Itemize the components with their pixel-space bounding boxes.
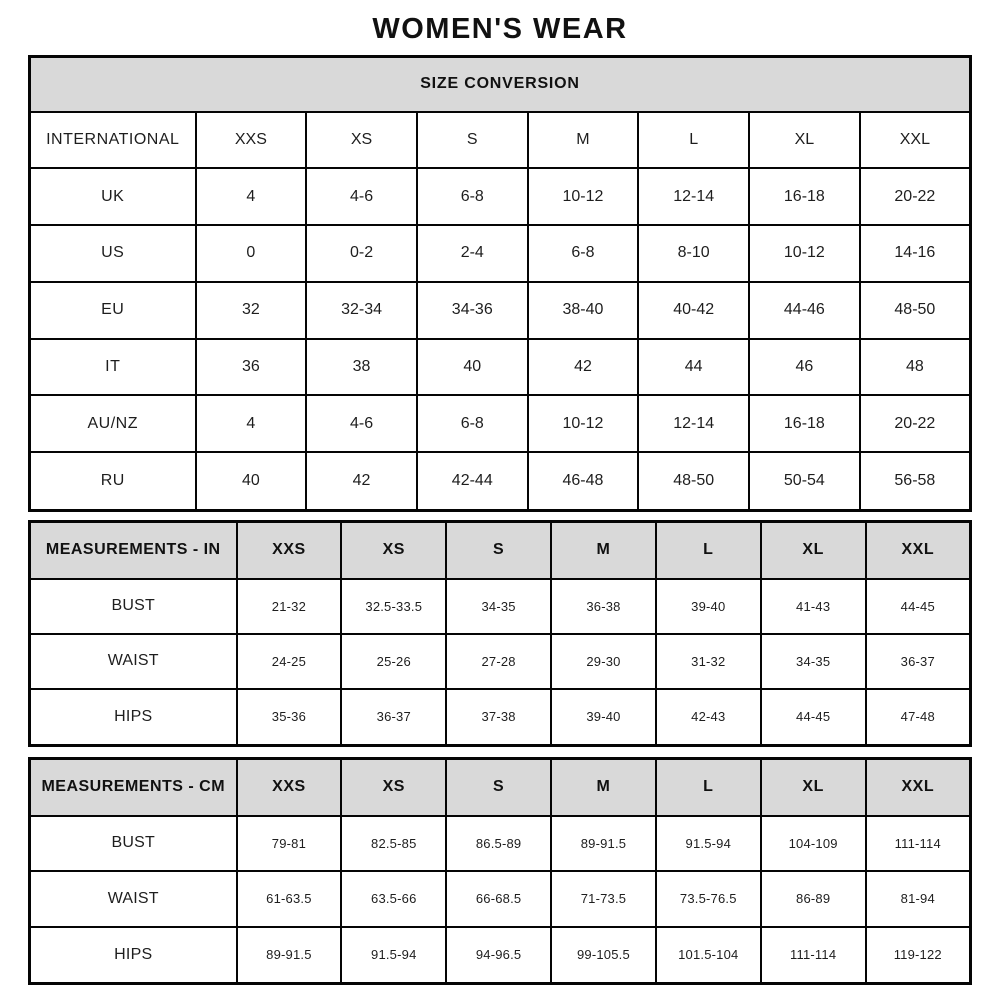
size-value-cell: 38 <box>306 339 417 396</box>
table-row-bust <box>30 816 971 872</box>
table-row-eu <box>30 282 971 339</box>
size-value-cell: 44-46 <box>749 282 860 339</box>
table-row-bust <box>30 579 971 634</box>
size-value-cell: 12-14 <box>638 168 749 225</box>
row-label: WAIST <box>30 871 237 927</box>
row-label: HIPS <box>30 689 237 746</box>
measurement-value-cell: 99-105.5 <box>551 927 656 984</box>
row-label: US <box>30 225 196 282</box>
size-value-cell: 6-8 <box>528 225 639 282</box>
table-header-row <box>30 522 971 579</box>
size-value-cell: 0 <box>196 225 307 282</box>
measurement-value-cell: 81-94 <box>866 871 971 927</box>
size-value-cell: 6-8 <box>417 168 528 225</box>
column-header: S <box>446 759 551 816</box>
size-value-cell: 10-12 <box>749 225 860 282</box>
column-header: XXS <box>237 522 342 579</box>
measurement-value-cell: 27-28 <box>446 634 551 689</box>
size-value-cell: 2-4 <box>417 225 528 282</box>
size-value-cell: 40 <box>196 452 307 510</box>
column-header: XS <box>341 759 446 816</box>
row-label: HIPS <box>30 927 237 984</box>
column-header: M <box>551 759 656 816</box>
table-row-aunz <box>30 395 971 452</box>
measurement-value-cell: 89-91.5 <box>237 927 342 984</box>
column-header: L <box>656 759 761 816</box>
size-value-cell: 10-12 <box>528 395 639 452</box>
measurement-value-cell: 89-91.5 <box>551 816 656 872</box>
size-value-cell: 20-22 <box>860 168 971 225</box>
size-value-cell: 12-14 <box>638 395 749 452</box>
size-value-cell: 44 <box>638 339 749 396</box>
size-value-cell: 36 <box>196 339 307 396</box>
size-value-cell: XS <box>306 112 417 169</box>
size-value-cell: 20-22 <box>860 395 971 452</box>
measurement-value-cell: 44-45 <box>761 689 866 746</box>
table-header-row <box>30 57 971 112</box>
size-value-cell: 40-42 <box>638 282 749 339</box>
size-value-cell: 46 <box>749 339 860 396</box>
measurement-value-cell: 91.5-94 <box>656 816 761 872</box>
row-label: UK <box>30 168 196 225</box>
size-value-cell: 42-44 <box>417 452 528 510</box>
measurement-value-cell: 36-38 <box>551 579 656 634</box>
size-value-cell: 32 <box>196 282 307 339</box>
measurement-value-cell: 32.5-33.5 <box>341 579 446 634</box>
column-header: XXL <box>866 522 971 579</box>
size-value-cell: 8-10 <box>638 225 749 282</box>
table-header-row <box>30 759 971 816</box>
size-value-cell: 4-6 <box>306 168 417 225</box>
size-value-cell: 42 <box>528 339 639 396</box>
measurement-value-cell: 42-43 <box>656 689 761 746</box>
table-row-ru <box>30 452 971 510</box>
measurement-value-cell: 119-122 <box>866 927 971 984</box>
size-value-cell: 0-2 <box>306 225 417 282</box>
measurement-value-cell: 63.5-66 <box>341 871 446 927</box>
row-label: EU <box>30 282 196 339</box>
size-value-cell: 4 <box>196 168 307 225</box>
measurement-value-cell: 24-25 <box>237 634 342 689</box>
measurement-value-cell: 34-35 <box>761 634 866 689</box>
table-row-international <box>30 112 971 169</box>
measurement-value-cell: 44-45 <box>866 579 971 634</box>
measurement-value-cell: 39-40 <box>551 689 656 746</box>
column-header: M <box>551 522 656 579</box>
size-value-cell: 38-40 <box>528 282 639 339</box>
measurement-value-cell: 86.5-89 <box>446 816 551 872</box>
measurement-value-cell: 47-48 <box>866 689 971 746</box>
row-label: RU <box>30 452 196 510</box>
size-value-cell: L <box>638 112 749 169</box>
size-value-cell: S <box>417 112 528 169</box>
measurements-in-table <box>28 520 972 747</box>
size-value-cell: 16-18 <box>749 168 860 225</box>
table-row-hips <box>30 927 971 984</box>
size-value-cell: 32-34 <box>306 282 417 339</box>
size-value-cell: XL <box>749 112 860 169</box>
size-value-cell: M <box>528 112 639 169</box>
column-header: XS <box>341 522 446 579</box>
table-row-hips <box>30 689 971 746</box>
table-row-uk <box>30 168 971 225</box>
size-value-cell: 16-18 <box>749 395 860 452</box>
column-header: XL <box>761 759 866 816</box>
measurements-cm-title: MEASUREMENTS - CM <box>30 759 237 816</box>
measurement-value-cell: 73.5-76.5 <box>656 871 761 927</box>
measurement-value-cell: 29-30 <box>551 634 656 689</box>
measurements-cm-table <box>28 757 972 985</box>
page-title: WOMEN'S WEAR <box>372 13 628 45</box>
size-value-cell: 4-6 <box>306 395 417 452</box>
measurement-value-cell: 79-81 <box>237 816 342 872</box>
size-value-cell: 34-36 <box>417 282 528 339</box>
size-conversion-title: SIZE CONVERSION <box>30 57 971 112</box>
row-label: BUST <box>30 816 237 872</box>
measurement-value-cell: 111-114 <box>866 816 971 872</box>
measurement-value-cell: 31-32 <box>656 634 761 689</box>
column-header: XL <box>761 522 866 579</box>
row-label: INTERNATIONAL <box>30 112 196 169</box>
size-value-cell: 50-54 <box>749 452 860 510</box>
measurement-value-cell: 35-36 <box>237 689 342 746</box>
row-label: BUST <box>30 579 237 634</box>
column-header: XXS <box>237 759 342 816</box>
measurement-value-cell: 82.5-85 <box>341 816 446 872</box>
measurement-value-cell: 61-63.5 <box>237 871 342 927</box>
measurement-value-cell: 94-96.5 <box>446 927 551 984</box>
measurement-value-cell: 104-109 <box>761 816 866 872</box>
size-value-cell: 4 <box>196 395 307 452</box>
size-conversion-table <box>28 55 972 512</box>
table-row-waist <box>30 634 971 689</box>
measurement-value-cell: 71-73.5 <box>551 871 656 927</box>
measurement-value-cell: 36-37 <box>866 634 971 689</box>
column-header: L <box>656 522 761 579</box>
size-value-cell: 56-58 <box>860 452 971 510</box>
size-value-cell: 46-48 <box>528 452 639 510</box>
size-value-cell: 48 <box>860 339 971 396</box>
column-header: S <box>446 522 551 579</box>
measurement-value-cell: 21-32 <box>237 579 342 634</box>
measurement-value-cell: 36-37 <box>341 689 446 746</box>
table-row-us <box>30 225 971 282</box>
measurement-value-cell: 34-35 <box>446 579 551 634</box>
size-value-cell: 10-12 <box>528 168 639 225</box>
size-value-cell: XXS <box>196 112 307 169</box>
size-value-cell: 14-16 <box>860 225 971 282</box>
row-label: IT <box>30 339 196 396</box>
measurement-value-cell: 66-68.5 <box>446 871 551 927</box>
size-value-cell: 48-50 <box>638 452 749 510</box>
size-value-cell: 42 <box>306 452 417 510</box>
measurement-value-cell: 91.5-94 <box>341 927 446 984</box>
measurements-in-title: MEASUREMENTS - IN <box>30 522 237 579</box>
table-row-it <box>30 339 971 396</box>
measurement-value-cell: 39-40 <box>656 579 761 634</box>
row-label: AU/NZ <box>30 395 196 452</box>
measurement-value-cell: 111-114 <box>761 927 866 984</box>
measurement-value-cell: 86-89 <box>761 871 866 927</box>
measurement-value-cell: 101.5-104 <box>656 927 761 984</box>
size-value-cell: 6-8 <box>417 395 528 452</box>
measurement-value-cell: 41-43 <box>761 579 866 634</box>
size-value-cell: 48-50 <box>860 282 971 339</box>
column-header: XXL <box>866 759 971 816</box>
measurement-value-cell: 25-26 <box>341 634 446 689</box>
size-value-cell: XXL <box>860 112 971 169</box>
size-value-cell: 40 <box>417 339 528 396</box>
table-row-waist <box>30 871 971 927</box>
measurement-value-cell: 37-38 <box>446 689 551 746</box>
row-label: WAIST <box>30 634 237 689</box>
